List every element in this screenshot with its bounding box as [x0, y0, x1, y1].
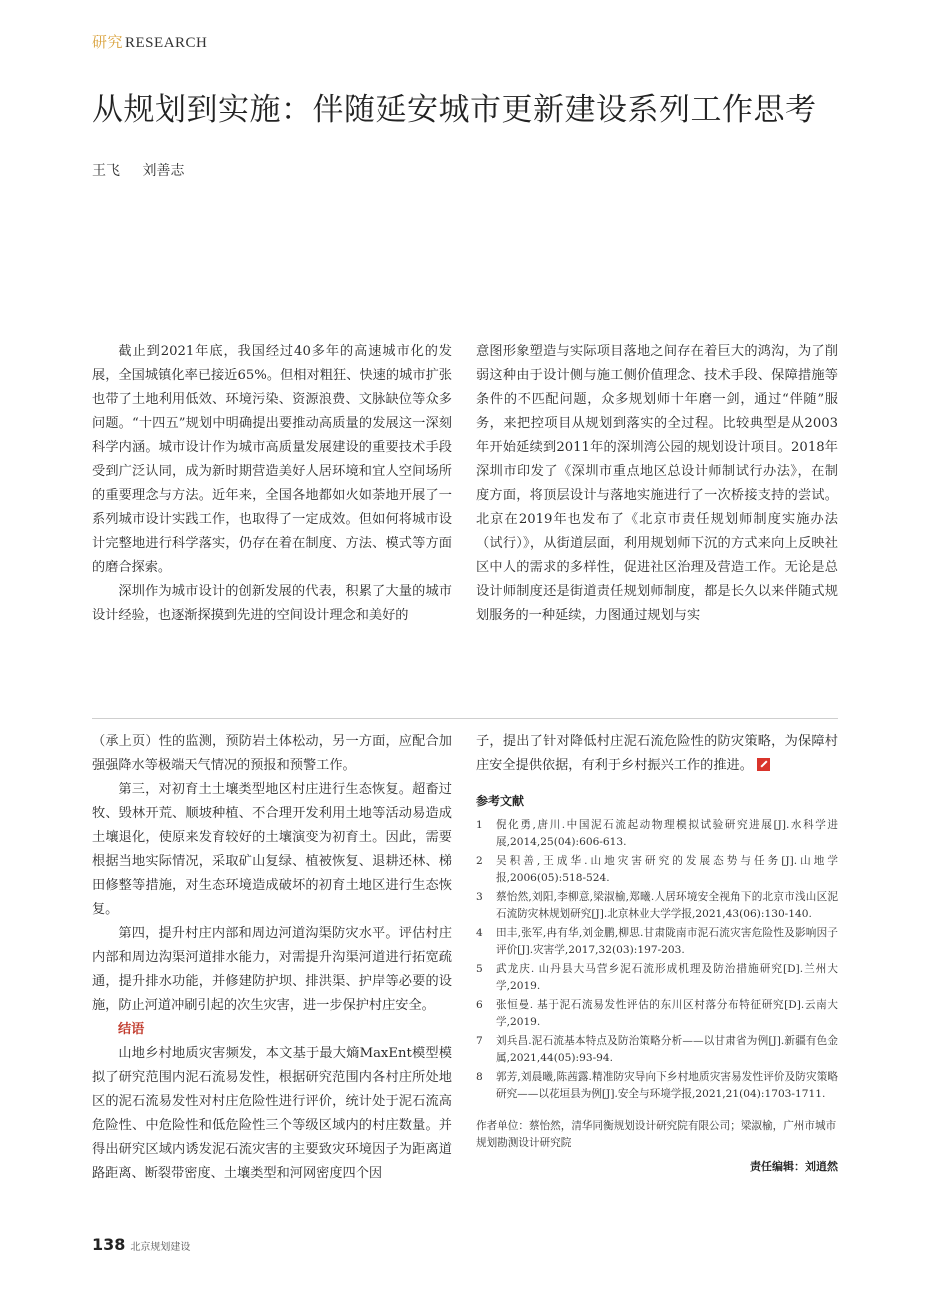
bottom-left-column: [92, 730, 452, 1186]
reference-item: [476, 925, 838, 958]
reference-text: 武龙庆. 山丹县大马营乡泥石流形成机理及防治措施研究[D].兰州大学,2019.: [496, 963, 838, 992]
reference-item: [476, 1033, 838, 1066]
page-number: 138: [92, 1235, 126, 1254]
reference-item: [476, 997, 838, 1030]
section-tag-en: RESEARCH: [125, 35, 208, 51]
conclusion-paragraph: 山地乡村地质灾害频发，本文基于最大熵MaxEnt模型模拟了研究范围内泥石流易发性，根据研究范围内各村庄所处地区的泥石流易发性对村庄危险性进行评价，统计处于泥石流高危险性、中危险性和低危险性三个等级区域内的村庄数量。并得出研究区域内诱发泥石流灾害的主要致灾环境因子为距离道路距离、断裂带密度、土壤类型和河网密度四个因: [92, 1046, 452, 1181]
reference-number: 7: [476, 1035, 483, 1047]
reference-text: 田丰,张军,冉有华,刘金鹏,柳思.甘肃陇南市泥石流灾害危险性及影响因子评价[J].灾害学,2017,32(03):197-203.: [496, 927, 838, 956]
reference-number: 8: [476, 1071, 483, 1083]
reference-number: 1: [476, 819, 483, 831]
journal-name: 北京规划建设: [130, 1242, 191, 1253]
article-title: 从规划到实施：伴随延安城市更新建设系列工作思考: [92, 92, 817, 128]
reference-text: 张恒曼. 基于泥石流易发性评估的东川区村落分布特征研究[D].云南大学,2019.: [496, 999, 838, 1028]
continued-conclusion-text: 子，提出了针对降低村庄泥石流危险性的防灾策略，为保障村庄安全提供依据，有利于乡村振兴工作的推进。: [476, 734, 838, 773]
reference-number: 6: [476, 999, 483, 1011]
continued-paragraph: （承上页）性的监测，预防岩土体松动，另一方面，应配合加强强降水等极端天气情况的预报和预警工作。: [92, 734, 452, 773]
page-footer: [92, 1235, 190, 1254]
reference-text: 蔡怡然,刘阳,李柳意,梁淑榆,郑曦.人居环境安全视角下的北京市浅山区泥石流防灾林规划研究[J].北京林业大学学报,2021,43(06):130-140.: [496, 891, 838, 920]
section-tag-cn: 研究: [92, 33, 124, 51]
conclusion-heading: 结语: [118, 1022, 145, 1037]
reference-item: [476, 961, 838, 994]
section-tag: [92, 31, 207, 52]
reference-item: [476, 853, 838, 886]
continued-conclusion: [476, 730, 838, 778]
paragraph-fourth: 第四，提升村庄内部和周边河道沟渠防灾水平。评估村庄内部和周边沟渠河道排水能力，对需提升沟渠河道进行拓宽疏通，提升排水功能，并修建防护坝、排洪渠、护岸等必要的设施，防止河道冲刷引起的次生灾害，进一步保护村庄安全。: [92, 926, 452, 1013]
section-divider: [92, 718, 838, 719]
reference-item: [476, 1069, 838, 1102]
end-mark-icon: [757, 758, 770, 771]
top-left-column: [92, 340, 452, 628]
intro-paragraph-1: 截止到2021年底，我国经过40多年的高速城市化的发展，全国城镇化率已接近65%。但相对粗狂、快速的城市扩张也带了土地利用低效、环境污染、资源浪费、文脉缺位等众多问题。“十四五”规划中明确提出要推动高质量的发展这一深刻科学内涵。城市设计作为城市高质量发展建设的重要技术手段受到广泛认同，成为新时期营造美好人居环境和宜人空间场所的重要理念与方法。近年来，全国各地都如火如荼地开展了一系列城市设计实践工作，也取得了一定成效。但如何将城市设计完整地进行科学落实，仍存在着在制度、方法、模式等方面的磨合探索。: [92, 344, 452, 575]
author-1: 王飞: [92, 163, 120, 179]
reference-text: 郭芳,刘晨曦,陈茜露.精准防灾导向下乡村地质灾害易发性评价及防灾策略研究——以花垣县为例[J].安全与环境学报,2021,21(04):1703-1711.: [496, 1071, 838, 1100]
author-affiliations: 作者单位：蔡怡然，清华同衡规划设计研究院有限公司；梁淑榆，广州市城市规划勘测设计研究院: [476, 1120, 837, 1149]
reference-number: 5: [476, 963, 483, 975]
reference-text: 刘兵昌.泥石流基本特点及防治策略分析——以甘肃省为例[J].新疆有色金属,2021,44(05):93-94.: [496, 1035, 838, 1064]
references-heading: 参考文献: [476, 794, 525, 808]
top-right-column: [476, 340, 838, 628]
intro-paragraph-2: 深圳作为城市设计的创新发展的代表，积累了大量的城市设计经验，也逐渐探摸到先进的空间设计理念和美好的: [92, 584, 452, 623]
reference-number: 3: [476, 891, 483, 903]
bottom-right-column: [476, 730, 838, 1174]
reference-number: 2: [476, 855, 483, 867]
reference-text: 倪化勇,唐川.中国泥石流起动物理模拟试验研究进展[J].水科学进展,2014,25(04):606-613.: [496, 819, 838, 848]
author-line: [92, 160, 184, 180]
author-2: 刘善志: [142, 163, 185, 179]
reference-item: [476, 817, 838, 850]
paragraph-third: 第三，对初育土土壤类型地区村庄进行生态恢复。超畜过牧、毁林开荒、顺坡种植、不合理开发利用土地等活动易造成土壤退化，使原来发育较好的土壤演变为初育土。因此，需要根据当地实际情况，采取矿山复绿、植被恢复、退耕还林、梯田修整等措施，对生态环境造成破坏的初育土地区进行生态恢复。: [92, 782, 452, 917]
reference-text: 吴积善,王成华.山地灾害研究的发展态势与任务[J].山地学报,2006(05):518-524.: [496, 855, 838, 884]
responsible-editor: 责任编辑：刘逍然: [750, 1160, 838, 1173]
intro-paragraph-3: 意图形象塑造与实际项目落地之间存在着巨大的鸿沟，为了削弱这种由于设计侧与施工侧价值理念、技术手段、保障措施等条件的不匹配问题，众多规划师十年磨一剑，通过“伴随”服务，来把控项目从规划到落实的全过程。比较典型是从2003年开始延续到2011年的深圳湾公园的规划设计项目。2018年深圳市印发了《深圳市重点地区总设计师制试行办法》，在制度方面，将顶层设计与落地实施进行了一次桥接支持的尝试。北京在2019年也发布了《北京市责任规划师制度实施办法（试行）》，从街道层面，利用规划师下沉的方式来向上反映社区中人的需求的多样性，促进社区治理及营造工作。无论是总设计师制度还是街道责任规划师制度，都是长久以来伴随式规划服务的一种延续，力图通过规划与实: [476, 344, 838, 623]
reference-list: [476, 817, 838, 1102]
reference-item: [476, 889, 838, 922]
reference-number: 4: [476, 927, 483, 939]
